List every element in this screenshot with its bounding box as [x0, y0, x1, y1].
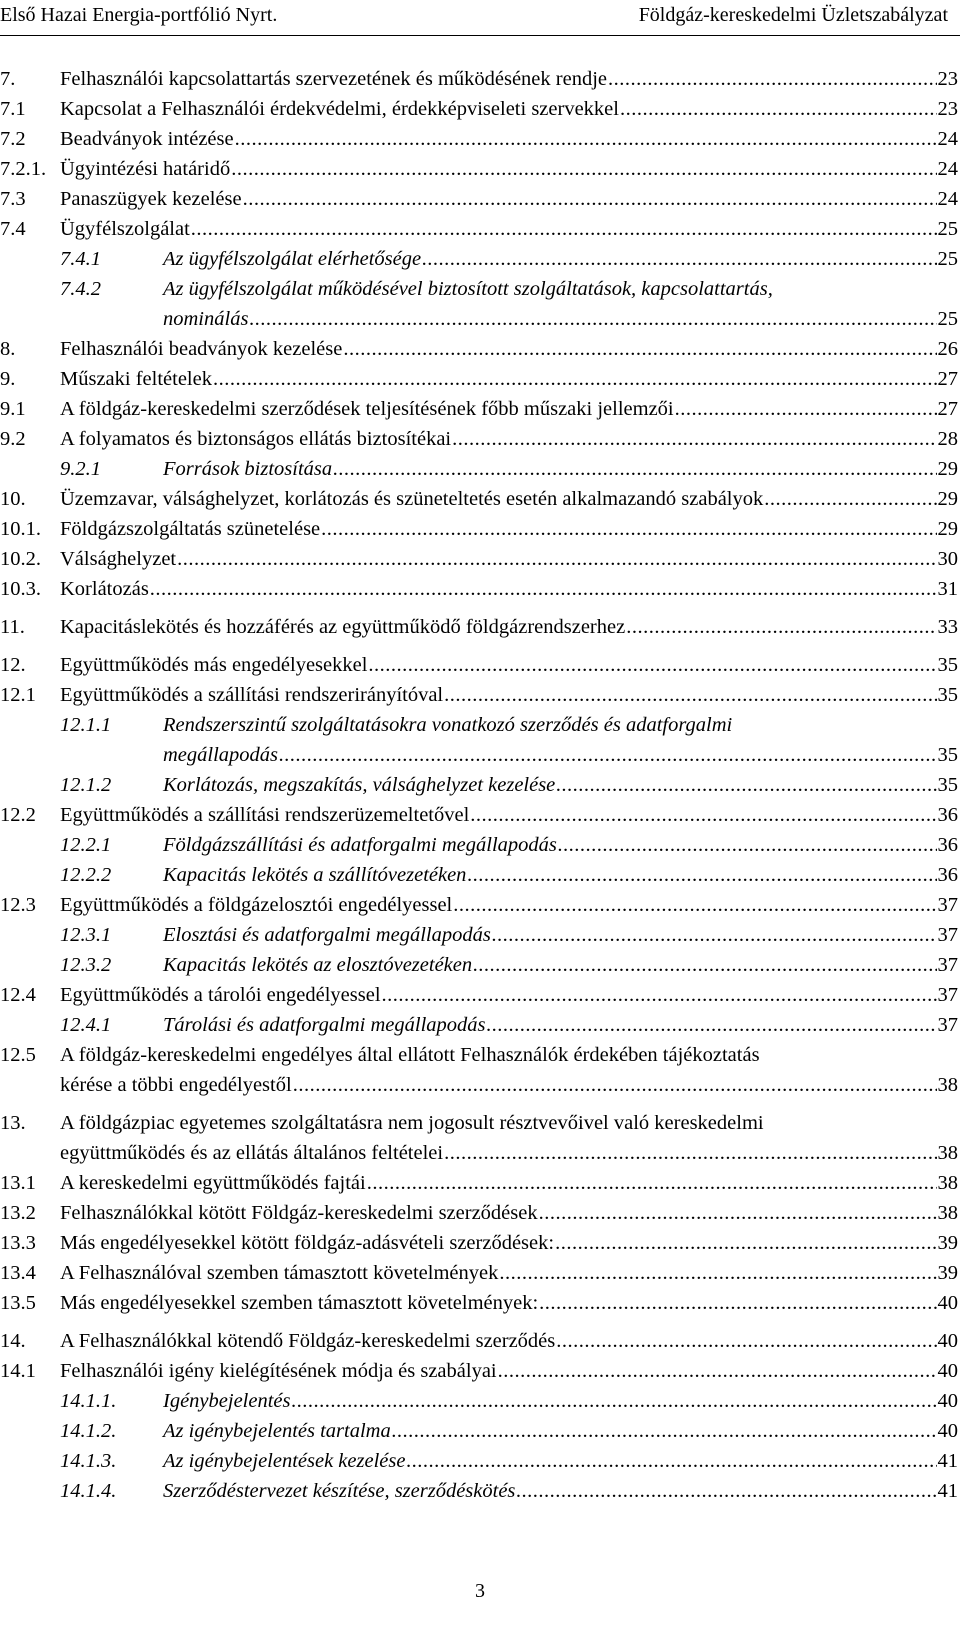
- toc-entry[interactable]: [0, 680, 958, 710]
- toc-entry-title-line: [60, 1356, 958, 1386]
- toc-entry-title: Az ügyfélszolgálat működésével biztosított szolgáltatások, kapcsolattartás,: [163, 278, 773, 300]
- toc-entry[interactable]: [0, 860, 958, 890]
- toc-entry[interactable]: [0, 394, 958, 424]
- toc-entry-number: 7.4.1: [60, 248, 101, 270]
- toc-dot-leader: [406, 1446, 936, 1476]
- toc-entry-title: Kapacitáslekötés és hozzáférés az együttműködő földgázrendszerhez: [60, 616, 626, 638]
- toc-entry[interactable]: [0, 612, 958, 642]
- toc-entry-title: Beadványok intézése: [60, 128, 234, 150]
- toc-dot-leader: [473, 950, 936, 980]
- toc-entry-page: 40: [937, 1360, 958, 1382]
- toc-entry-title-line: [60, 1228, 958, 1258]
- toc-entry-title: Ügyintézési határidő: [60, 158, 231, 180]
- toc-entry-title: Elosztási és adatforgalmi megállapodás: [163, 924, 491, 946]
- toc-entry-page: 40: [937, 1390, 958, 1412]
- toc-entry-number: 14.: [0, 1330, 26, 1352]
- toc-entry-page: 38: [937, 1202, 958, 1224]
- toc-entry-title: Panaszügyek kezelése: [60, 188, 242, 210]
- toc-dot-leader: [608, 64, 936, 94]
- toc-entry-number: 12.3: [0, 894, 36, 916]
- toc-entry-title: Felhasználókkal kötött Földgáz-kereskedelmi szerződések: [60, 1202, 538, 1224]
- toc-entry-number: 12.5: [0, 1044, 36, 1066]
- toc-entry-title: A földgáz-kereskedelmi engedélyes által ellátott Felhasználók érdekében tájékoztatás: [60, 1044, 760, 1066]
- toc-entry[interactable]: [0, 124, 958, 154]
- toc-entry-title-continued: kérése a többi engedélyestől: [60, 1074, 292, 1096]
- toc-dot-leader: [249, 304, 936, 334]
- toc-entry-page: 38: [937, 1142, 958, 1164]
- toc-entry-title: Együttműködés a tárolói engedélyessel: [60, 984, 381, 1006]
- toc-dot-leader: [235, 124, 937, 154]
- toc-dot-leader: [620, 94, 937, 124]
- toc-entry-title-line: [60, 1138, 958, 1168]
- toc-entry[interactable]: [0, 424, 958, 454]
- toc-entry-title: Más engedélyesekkel szemben támasztott követelmények:: [60, 1292, 539, 1314]
- toc-dot-leader: [368, 650, 936, 680]
- toc-entry-title-line: [60, 1326, 958, 1356]
- toc-entry-page: 31: [937, 578, 958, 600]
- toc-dot-leader: [470, 800, 936, 830]
- toc-entry-page: 29: [937, 458, 958, 480]
- toc-entry-title-line: [60, 184, 958, 214]
- toc-dot-leader: [539, 1198, 937, 1228]
- toc-entry-continuation[interactable]: [0, 1138, 958, 1168]
- toc-entry-title: Források biztosítása: [163, 458, 333, 480]
- toc-entry[interactable]: [0, 94, 958, 124]
- toc-dot-leader: [556, 1326, 936, 1356]
- toc-entry-number: 7.1: [0, 98, 26, 120]
- toc-dot-leader: [191, 214, 937, 244]
- toc-dot-leader: [150, 574, 937, 604]
- toc-entry-title: Az ügyfélszolgálat elérhetősége: [163, 248, 422, 270]
- toc-dot-leader: [499, 1258, 936, 1288]
- toc-entry-page: 23: [937, 98, 958, 120]
- toc-entry-title-line: [60, 1288, 958, 1318]
- toc-entry-number: 9.2.1: [60, 458, 101, 480]
- toc-entry-title: A földgázpiac egyetemes szolgáltatásra nem jogosult résztvevőivel való kereskedelmi: [60, 1112, 764, 1134]
- toc-entry-title: Szerződéstervezet készítése, szerződéskötés: [163, 1480, 516, 1502]
- toc-entry-number: 13.4: [0, 1262, 36, 1284]
- toc-entry-number: 9.2: [0, 428, 26, 450]
- toc-dot-leader: [556, 770, 936, 800]
- table-of-contents: [0, 64, 958, 1506]
- toc-entry-number: 12.4: [0, 984, 36, 1006]
- toc-entry-title-line: [60, 1198, 958, 1228]
- toc-entry-title: Felhasználói kapcsolattartás szervezetének és működésének rendje: [60, 68, 608, 90]
- toc-dot-leader: [444, 1138, 936, 1168]
- toc-entry-number: 10.3.: [0, 578, 41, 600]
- toc-entry[interactable]: [0, 364, 958, 394]
- toc-entry-number: 13.1: [0, 1172, 36, 1194]
- toc-entry-title: Együttműködés a szállítási rendszerüzemeltetővel: [60, 804, 470, 826]
- toc-entry[interactable]: [0, 1288, 958, 1318]
- toc-entry-title: A kereskedelmi együttműködés fajtái: [60, 1172, 366, 1194]
- toc-entry-number: 14.1.3.: [60, 1450, 117, 1472]
- toc-entry[interactable]: [0, 920, 958, 950]
- toc-entry-title-line: [60, 980, 958, 1010]
- toc-entry-title: Igénybejelentés: [163, 1390, 291, 1412]
- toc-entry-title-line: [163, 244, 958, 274]
- toc-entry[interactable]: [0, 830, 958, 860]
- toc-entry-title-line: [60, 214, 958, 244]
- toc-entry-title: A folyamatos és biztonságos ellátás biztosítékai: [60, 428, 452, 450]
- toc-entry-page: 37: [937, 1014, 958, 1036]
- toc-entry-title-line: [163, 1416, 958, 1446]
- toc-dot-leader: [492, 920, 937, 950]
- toc-entry[interactable]: [0, 1168, 958, 1198]
- toc-entry-title-line: [163, 304, 958, 334]
- toc-entry[interactable]: [0, 1416, 958, 1446]
- toc-entry[interactable]: [0, 574, 958, 604]
- toc-entry-page: 27: [937, 398, 958, 420]
- toc-entry[interactable]: [0, 64, 958, 94]
- toc-entry-page: 25: [937, 218, 958, 240]
- toc-dot-leader: [293, 1070, 937, 1100]
- toc-entry-title-line: [163, 1010, 958, 1040]
- toc-entry-title-line: [163, 274, 958, 304]
- toc-dot-leader: [367, 1168, 937, 1198]
- toc-dot-leader: [444, 680, 936, 710]
- toc-entry-number: 12.1: [0, 684, 36, 706]
- toc-entry-title-line: [163, 950, 958, 980]
- toc-entry-title-line: [163, 1476, 958, 1506]
- toc-entry-continuation[interactable]: [0, 304, 958, 334]
- toc-entry[interactable]: [0, 244, 958, 274]
- toc-dot-leader: [177, 544, 936, 574]
- toc-entry[interactable]: [0, 1040, 958, 1070]
- toc-entry-continuation[interactable]: [0, 1070, 958, 1100]
- toc-entry[interactable]: [0, 1476, 958, 1506]
- toc-dot-leader: [333, 454, 936, 484]
- toc-entry-number: 12.2: [0, 804, 36, 826]
- toc-dot-leader: [539, 1288, 936, 1318]
- toc-dot-leader: [279, 740, 936, 770]
- toc-entry[interactable]: [0, 1446, 958, 1476]
- toc-entry-title-line: [60, 364, 958, 394]
- toc-entry[interactable]: [0, 1108, 958, 1138]
- toc-entry-page: 35: [937, 774, 958, 796]
- toc-entry-page: 24: [937, 158, 958, 180]
- toc-dot-leader: [555, 1228, 936, 1258]
- toc-dot-leader: [231, 154, 936, 184]
- toc-entry-page: 26: [937, 338, 958, 360]
- toc-entry-title: A Felhasználókkal kötendő Földgáz-kereskedelmi szerződés: [60, 1330, 556, 1352]
- toc-entry-number: 13.3: [0, 1232, 36, 1254]
- toc-entry[interactable]: [0, 544, 958, 574]
- toc-dot-leader: [452, 424, 936, 454]
- toc-dot-leader: [382, 980, 937, 1010]
- toc-entry[interactable]: [0, 1010, 958, 1040]
- toc-entry-number: 14.1.1.: [60, 1390, 117, 1412]
- toc-entry-title-line: [163, 710, 958, 740]
- toc-entry[interactable]: [0, 1258, 958, 1288]
- toc-entry-title-continued: együttműködés és az ellátás általános feltételei: [60, 1142, 444, 1164]
- toc-entry-page: 27: [937, 368, 958, 390]
- toc-entry[interactable]: [0, 454, 958, 484]
- toc-dot-leader: [422, 244, 936, 274]
- page-header: [0, 0, 960, 36]
- toc-entry-number: 7.2.1.: [0, 158, 47, 180]
- toc-entry-title: Felhasználói beadványok kezelése: [60, 338, 343, 360]
- toc-entry[interactable]: [0, 650, 958, 680]
- toc-entry-title: A Felhasználóval szemben támasztott követelmények: [60, 1262, 499, 1284]
- toc-entry-title: Együttműködés más engedélyesekkel: [60, 654, 368, 676]
- toc-entry-title: Együttműködés a földgázelosztói engedélyessel: [60, 894, 453, 916]
- toc-entry-title: Korlátozás, megszakítás, válsághelyzet kezelése: [163, 774, 556, 796]
- toc-entry-title: Földgázszolgáltatás szünetelése: [60, 518, 321, 540]
- toc-entry-title-line: [163, 1446, 958, 1476]
- toc-entry-title-line: [60, 154, 958, 184]
- toc-entry[interactable]: [0, 950, 958, 980]
- toc-entry-title: Az igénybejelentés tartalma: [163, 1420, 391, 1442]
- toc-entry-page: 39: [937, 1262, 958, 1284]
- toc-entry[interactable]: [0, 890, 958, 920]
- toc-entry[interactable]: [0, 274, 958, 304]
- toc-entry-page: 23: [937, 68, 958, 90]
- toc-dot-leader: [498, 1356, 937, 1386]
- toc-entry-title: Kapacitás lekötés a szállítóvezetéken: [163, 864, 467, 886]
- toc-entry-title: Kapacitás lekötés az elosztóvezetéken: [163, 954, 473, 976]
- toc-dot-leader: [626, 612, 936, 642]
- toc-entry-page: 30: [937, 548, 958, 570]
- toc-entry-title-continued: nominálás: [163, 308, 249, 330]
- toc-entry-title: A földgáz-kereskedelmi szerződések teljesítésének főbb műszaki jellemzői: [60, 398, 674, 420]
- toc-entry[interactable]: [0, 184, 958, 214]
- toc-dot-leader: [321, 514, 936, 544]
- toc-entry-title-line: [163, 830, 958, 860]
- toc-entry-number: 14.1.2.: [60, 1420, 117, 1442]
- toc-entry-page: 35: [937, 744, 958, 766]
- toc-entry-title-line: [60, 334, 958, 364]
- toc-entry-title-line: [163, 740, 958, 770]
- toc-entry-title-line: [60, 612, 958, 642]
- toc-entry-title: Üzemzavar, válsághelyzet, korlátozás és szüneteltetés esetén alkalmazandó szabályok: [60, 488, 764, 510]
- toc-entry[interactable]: [0, 1386, 958, 1416]
- toc-entry-title-line: [60, 484, 958, 514]
- toc-dot-leader: [213, 364, 937, 394]
- toc-entry-title-line: [60, 544, 958, 574]
- toc-entry-number: 13.: [0, 1112, 26, 1134]
- toc-dot-leader: [343, 334, 936, 364]
- toc-entry[interactable]: [0, 770, 958, 800]
- toc-entry-number: 14.1: [0, 1360, 36, 1382]
- toc-entry-page: 38: [937, 1074, 958, 1096]
- toc-dot-leader: [558, 830, 937, 860]
- toc-entry[interactable]: [0, 334, 958, 364]
- toc-entry[interactable]: [0, 514, 958, 544]
- toc-entry-title: Együttműködés a szállítási rendszerirányítóval: [60, 684, 444, 706]
- toc-entry-title: Kapcsolat a Felhasználói érdekvédelmi, érdekképviseleti szervekkel: [60, 98, 619, 120]
- toc-entry-number: 12.2.2: [60, 864, 112, 886]
- toc-entry-title: Más engedélyesekkel kötött földgáz-adásvételi szerződések:: [60, 1232, 555, 1254]
- toc-entry-title-line: [163, 454, 958, 484]
- toc-entry-number: 12.1.1: [60, 714, 112, 736]
- toc-entry-page: 41: [937, 1450, 958, 1472]
- toc-entry-title-line: [60, 890, 958, 920]
- toc-entry-number: 10.2.: [0, 548, 41, 570]
- toc-entry-page: 24: [937, 188, 958, 210]
- toc-entry-title-line: [163, 920, 958, 950]
- toc-entry[interactable]: [0, 980, 958, 1010]
- toc-dot-leader: [675, 394, 937, 424]
- page-number: 3: [475, 1580, 485, 1602]
- toc-entry-number: 7.4.2: [60, 278, 101, 300]
- toc-entry-number: 7.4: [0, 218, 26, 240]
- toc-entry-number: 7.: [0, 68, 16, 90]
- toc-entry-title-line: [163, 1386, 958, 1416]
- toc-entry-number: 10.: [0, 488, 26, 510]
- toc-entry-page: 36: [937, 804, 958, 826]
- toc-entry-number: 7.3: [0, 188, 26, 210]
- toc-entry-page: 36: [937, 834, 958, 856]
- toc-entry-page: 36: [937, 864, 958, 886]
- toc-dot-leader: [291, 1386, 936, 1416]
- toc-entry-title-line: [60, 650, 958, 680]
- header-company: Első Hazai Energia-portfólió Nyrt.: [0, 4, 278, 26]
- toc-entry-title-line: [60, 1168, 958, 1198]
- toc-dot-leader: [453, 890, 936, 920]
- toc-entry-page: 37: [937, 984, 958, 1006]
- toc-entry-page: 38: [937, 1172, 958, 1194]
- toc-entry[interactable]: [0, 800, 958, 830]
- toc-entry-number: 10.1.: [0, 518, 41, 540]
- toc-entry-title: Rendszerszintű szolgáltatásokra vonatkozó szerződés és adatforgalmi: [163, 714, 733, 736]
- toc-entry-page: 24: [937, 128, 958, 150]
- toc-entry-title-line: [60, 394, 958, 424]
- toc-entry[interactable]: [0, 1228, 958, 1258]
- toc-entry-number: 11.: [0, 616, 25, 638]
- toc-entry-title-line: [163, 770, 958, 800]
- toc-entry-title-line: [60, 1258, 958, 1288]
- toc-entry-title: Műszaki feltételek: [60, 368, 212, 390]
- toc-entry-page: 40: [937, 1420, 958, 1442]
- toc-entry-page: 35: [937, 684, 958, 706]
- toc-entry-number: 12.3.1: [60, 924, 112, 946]
- toc-entry[interactable]: [0, 1198, 958, 1228]
- toc-entry-number: 14.1.4.: [60, 1480, 117, 1502]
- toc-entry-number: 12.2.1: [60, 834, 112, 856]
- toc-dot-leader: [516, 1476, 936, 1506]
- toc-entry-title: Felhasználói igény kielégítésének módja és szabályai: [60, 1360, 497, 1382]
- toc-entry-page: 37: [937, 924, 958, 946]
- toc-dot-leader: [467, 860, 936, 890]
- toc-entry-page: 33: [937, 616, 958, 638]
- toc-entry-title-line: [60, 94, 958, 124]
- toc-entry-page: 37: [937, 954, 958, 976]
- toc-entry-number: 13.2: [0, 1202, 36, 1224]
- toc-entry-title-line: [60, 424, 958, 454]
- toc-entry-page: 41: [937, 1480, 958, 1502]
- toc-entry-continuation[interactable]: [0, 740, 958, 770]
- toc-entry-number: 12.3.2: [60, 954, 112, 976]
- toc-entry-title-line: [60, 1040, 958, 1070]
- toc-entry-number: 9.: [0, 368, 16, 390]
- toc-dot-leader: [392, 1416, 937, 1446]
- toc-entry-title-line: [60, 1070, 958, 1100]
- toc-entry-page: 28: [937, 428, 958, 450]
- toc-entry-number: 7.2: [0, 128, 26, 150]
- toc-entry-page: 29: [937, 518, 958, 540]
- toc-entry-title-line: [60, 64, 958, 94]
- toc-entry-number: 8.: [0, 338, 16, 360]
- toc-entry-number: 12.: [0, 654, 26, 676]
- toc-entry-number: 9.1: [0, 398, 26, 420]
- toc-entry-title-line: [60, 124, 958, 154]
- toc-dot-leader: [764, 484, 936, 514]
- toc-entry-page: 25: [937, 308, 958, 330]
- toc-entry-title: Korlátozás: [60, 578, 149, 600]
- toc-entry[interactable]: [0, 710, 958, 740]
- toc-entry-title-line: [60, 800, 958, 830]
- toc-dot-leader: [243, 184, 937, 214]
- toc-entry-page: 25: [937, 248, 958, 270]
- toc-entry-title-line: [163, 860, 958, 890]
- toc-dot-leader: [487, 1010, 937, 1040]
- header-document-title: Földgáz-kereskedelmi Üzletszabályzat: [638, 4, 948, 26]
- toc-entry-page: 39: [937, 1232, 958, 1254]
- toc-entry[interactable]: [0, 214, 958, 244]
- toc-entry[interactable]: [0, 154, 958, 184]
- toc-entry-page: 40: [937, 1330, 958, 1352]
- toc-entry[interactable]: [0, 484, 958, 514]
- toc-entry-page: 35: [937, 654, 958, 676]
- toc-entry-title-line: [60, 680, 958, 710]
- toc-entry-page: 40: [937, 1292, 958, 1314]
- toc-entry-title: Válsághelyzet: [60, 548, 177, 570]
- toc-entry-title-line: [60, 1108, 958, 1138]
- toc-entry-number: 13.5: [0, 1292, 36, 1314]
- toc-entry-title-line: [60, 514, 958, 544]
- toc-entry-title: Földgázszállítási és adatforgalmi megállapodás: [163, 834, 557, 856]
- toc-entry-title: Ügyfélszolgálat: [60, 218, 190, 240]
- toc-entry[interactable]: [0, 1356, 958, 1386]
- toc-entry[interactable]: [0, 1326, 958, 1356]
- toc-entry-page: 29: [937, 488, 958, 510]
- toc-entry-number: 12.1.2: [60, 774, 112, 796]
- toc-entry-title: Tárolási és adatforgalmi megállapodás: [163, 1014, 486, 1036]
- toc-entry-title: Az igénybejelentések kezelése: [163, 1450, 406, 1472]
- toc-entry-page: 37: [937, 894, 958, 916]
- toc-entry-title-line: [60, 574, 958, 604]
- toc-entry-number: 12.4.1: [60, 1014, 112, 1036]
- toc-entry-title-continued: megállapodás: [163, 744, 279, 766]
